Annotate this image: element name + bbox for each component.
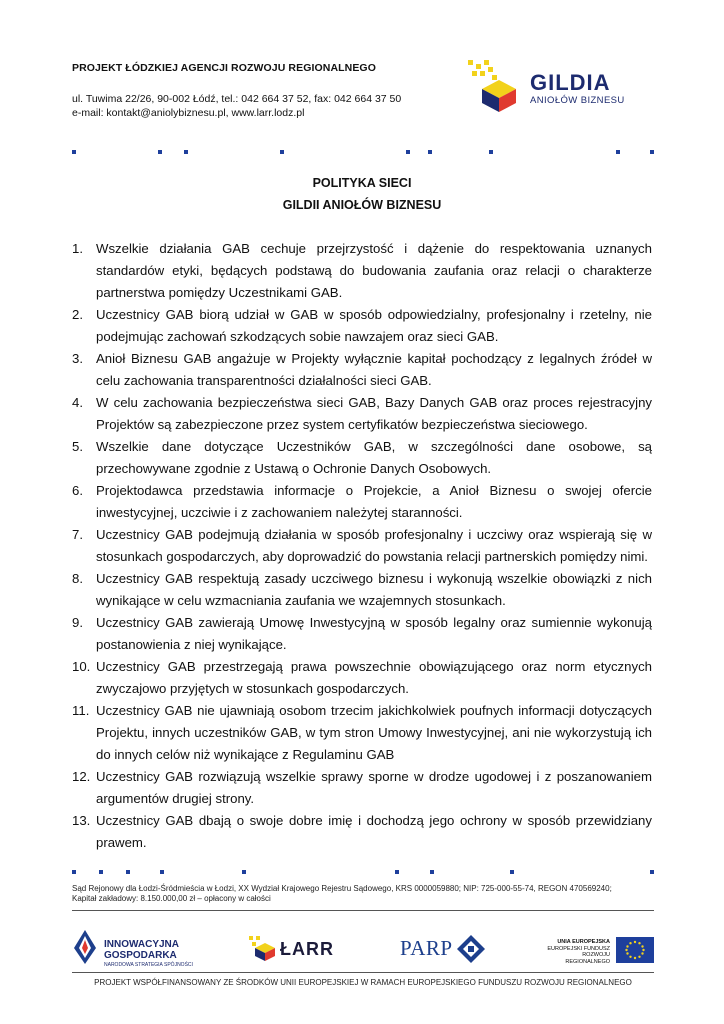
header-contact-line: e-mail: kontakt@aniolybiznesu.pl, www.larr.lodz.pl	[72, 107, 305, 119]
logo-name: GILDIA	[530, 70, 611, 95]
footer-legal-line2: Kapitał zakładowy: 8.150.000,00 zł – opłacony w całości	[72, 894, 271, 903]
list-item: 8. Uczestnicy GAB respektują zasady uczciwego biznesu i wykonują wszelkie obowiązki z nich wynikające w celu wzmacniania zaufania we wzajemnych stosunkach.	[72, 571, 652, 608]
list-item: 1. Wszelkie działania GAB cechuje przejrzystość i dążenie do respektowania uznanych standardów etyki, będących podstawą do budowania zaufania oraz relacji o charakterze partnerstwa pomiędzy Uczestnikami GAB.	[72, 241, 652, 300]
eu-flag-icon	[616, 937, 654, 963]
header-contact-block	[72, 92, 401, 120]
footer-legal-line1: Sąd Rejonowy dla Łodzi-Śródmieścia w Łodzi, XX Wydział Krajowego Rejestru Sądowego, KRS 0000059880; NIP: 725-000-55-74, REGON 470569240;	[72, 884, 612, 893]
gildia-logo-mark-icon	[466, 58, 528, 114]
header-address-line: ul. Tuwima 22/26, 90-002 Łódź, tel.: 042 664 37 52, fax: 042 664 37 50	[72, 93, 402, 105]
eu-logo	[540, 936, 656, 964]
list-item: 11. Uczestnicy GAB nie ujawniają osobom trzecim jakichkolwiek poufnych informacji dotyczących Projektu, innych uczestników GAB, w tym stron Umowy Inwestycyjnej, ani nie wykorzystują ich do innych celów niż wynikające z Regulaminu GAB	[72, 703, 652, 762]
list-item: 9. Uczestnicy GAB zawierają Umowę Inwestycyjną w sposób legalny oraz sumiennie wykonują postanowienia z niej wynikające.	[72, 615, 652, 652]
innowacyjna-gospodarka-emblem-icon	[72, 928, 98, 966]
eu-line1: UNIA EUROPEJSKA	[557, 939, 610, 945]
parp-text: PARP	[400, 936, 453, 960]
eu-text	[540, 939, 610, 965]
eu-line3: ROZWOJU REGIONALNEGO	[565, 952, 610, 965]
list-item: 4. W celu zachowania bezpieczeństwa sieci GAB, Bazy Danych GAB oraz proces rejestracyjny Projektów są zabezpieczone przez system certyfikatów bezpieczeństwa sieciowego.	[72, 395, 652, 432]
list-item: 7. Uczestnicy GAB podejmują działania w sposób profesjonalny i uczciwy oraz wspierają się w stosunkach gospodarczych, aby doprowadzić do powstania relacji partnerskich pomiędzy nimi.	[72, 527, 652, 564]
list-item: 12. Uczestnicy GAB rozwiązują wszelkie sprawy sporne w drodze ugodowej i z poszanowaniem argumentów drugiej strony.	[72, 769, 652, 806]
ig-line1: INNOWACYJNA	[104, 939, 180, 950]
list-item: 13. Uczestnicy GAB dbają o swoje dobre imię i dochodzą jego ochrony w sposób przewidziany prawem.	[72, 813, 652, 850]
larr-logo	[248, 934, 344, 964]
ig-subtitle: NARODOWA STRATEGIA SPÓJNOŚCI	[104, 962, 193, 968]
document-title-line2: GILDII ANIOŁÓW BIZNESU	[282, 198, 442, 212]
logo-subtitle: ANIOŁÓW BIZNESU	[530, 95, 625, 106]
policy-list	[72, 238, 652, 854]
footer-legal-info	[72, 884, 657, 904]
footer-cofinance-note: PROJEKT WSPÓŁFINANSOWANY ZE ŚRODKÓW UNII EUROPEJSKIEJ W RAMACH EUROPEJSKIEGO FUNDUSZU ROZWOJU REGIONALNEGO	[94, 978, 632, 987]
eu-line2: EUROPEJSKI FUNDUSZ	[547, 945, 610, 952]
parp-logo	[400, 932, 490, 966]
list-item: 10. Uczestnicy GAB przestrzegają prawa powszechnie obowiązującego oraz norm etycznych zwyczajowo przyjętych w stosunkach gospodarczych.	[72, 659, 652, 696]
list-item: 5. Wszelkie dane dotyczące Uczestników GAB, w szczególności dane osobowe, są przechowywane zgodnie z Ustawą o Ochronie Danych Osobowych.	[72, 439, 652, 476]
document-title-line1: POLITYKA SIECI	[312, 176, 412, 190]
ig-line2: GOSPODARKA	[104, 950, 177, 961]
innowacyjna-gospodarka-logo	[72, 928, 222, 968]
larr-mark-icon	[248, 934, 278, 962]
parp-emblem-icon	[456, 934, 486, 964]
header-project-title: PROJEKT ŁÓDZKIEJ AGENCJI ROZWOJU REGIONALNEGO	[72, 62, 376, 74]
list-item: 6. Projektodawca przedstawia informacje o Projekcie, a Anioł Biznesu o swojej ofercie inwestycyjnej, uczciwie i z zachowaniem należytej staranności.	[72, 483, 652, 520]
list-item: 2. Uczestnicy GAB biorą udział w GAB w sposób odpowiedzialny, profesjonalny i rzetelny, nie podejmując zachowań szkodzących sobie nawzajem oraz sieci GAB.	[72, 307, 652, 344]
footer-divider	[72, 910, 654, 911]
footer-bottom-divider	[72, 972, 654, 973]
larr-text: ŁARR	[280, 939, 334, 959]
list-item: 3. Anioł Biznesu GAB angażuje w Projekty wyłącznie kapitał pochodzący z legalnych źródeł w celu zachowania transparentności działalności sieci GAB.	[72, 351, 652, 388]
